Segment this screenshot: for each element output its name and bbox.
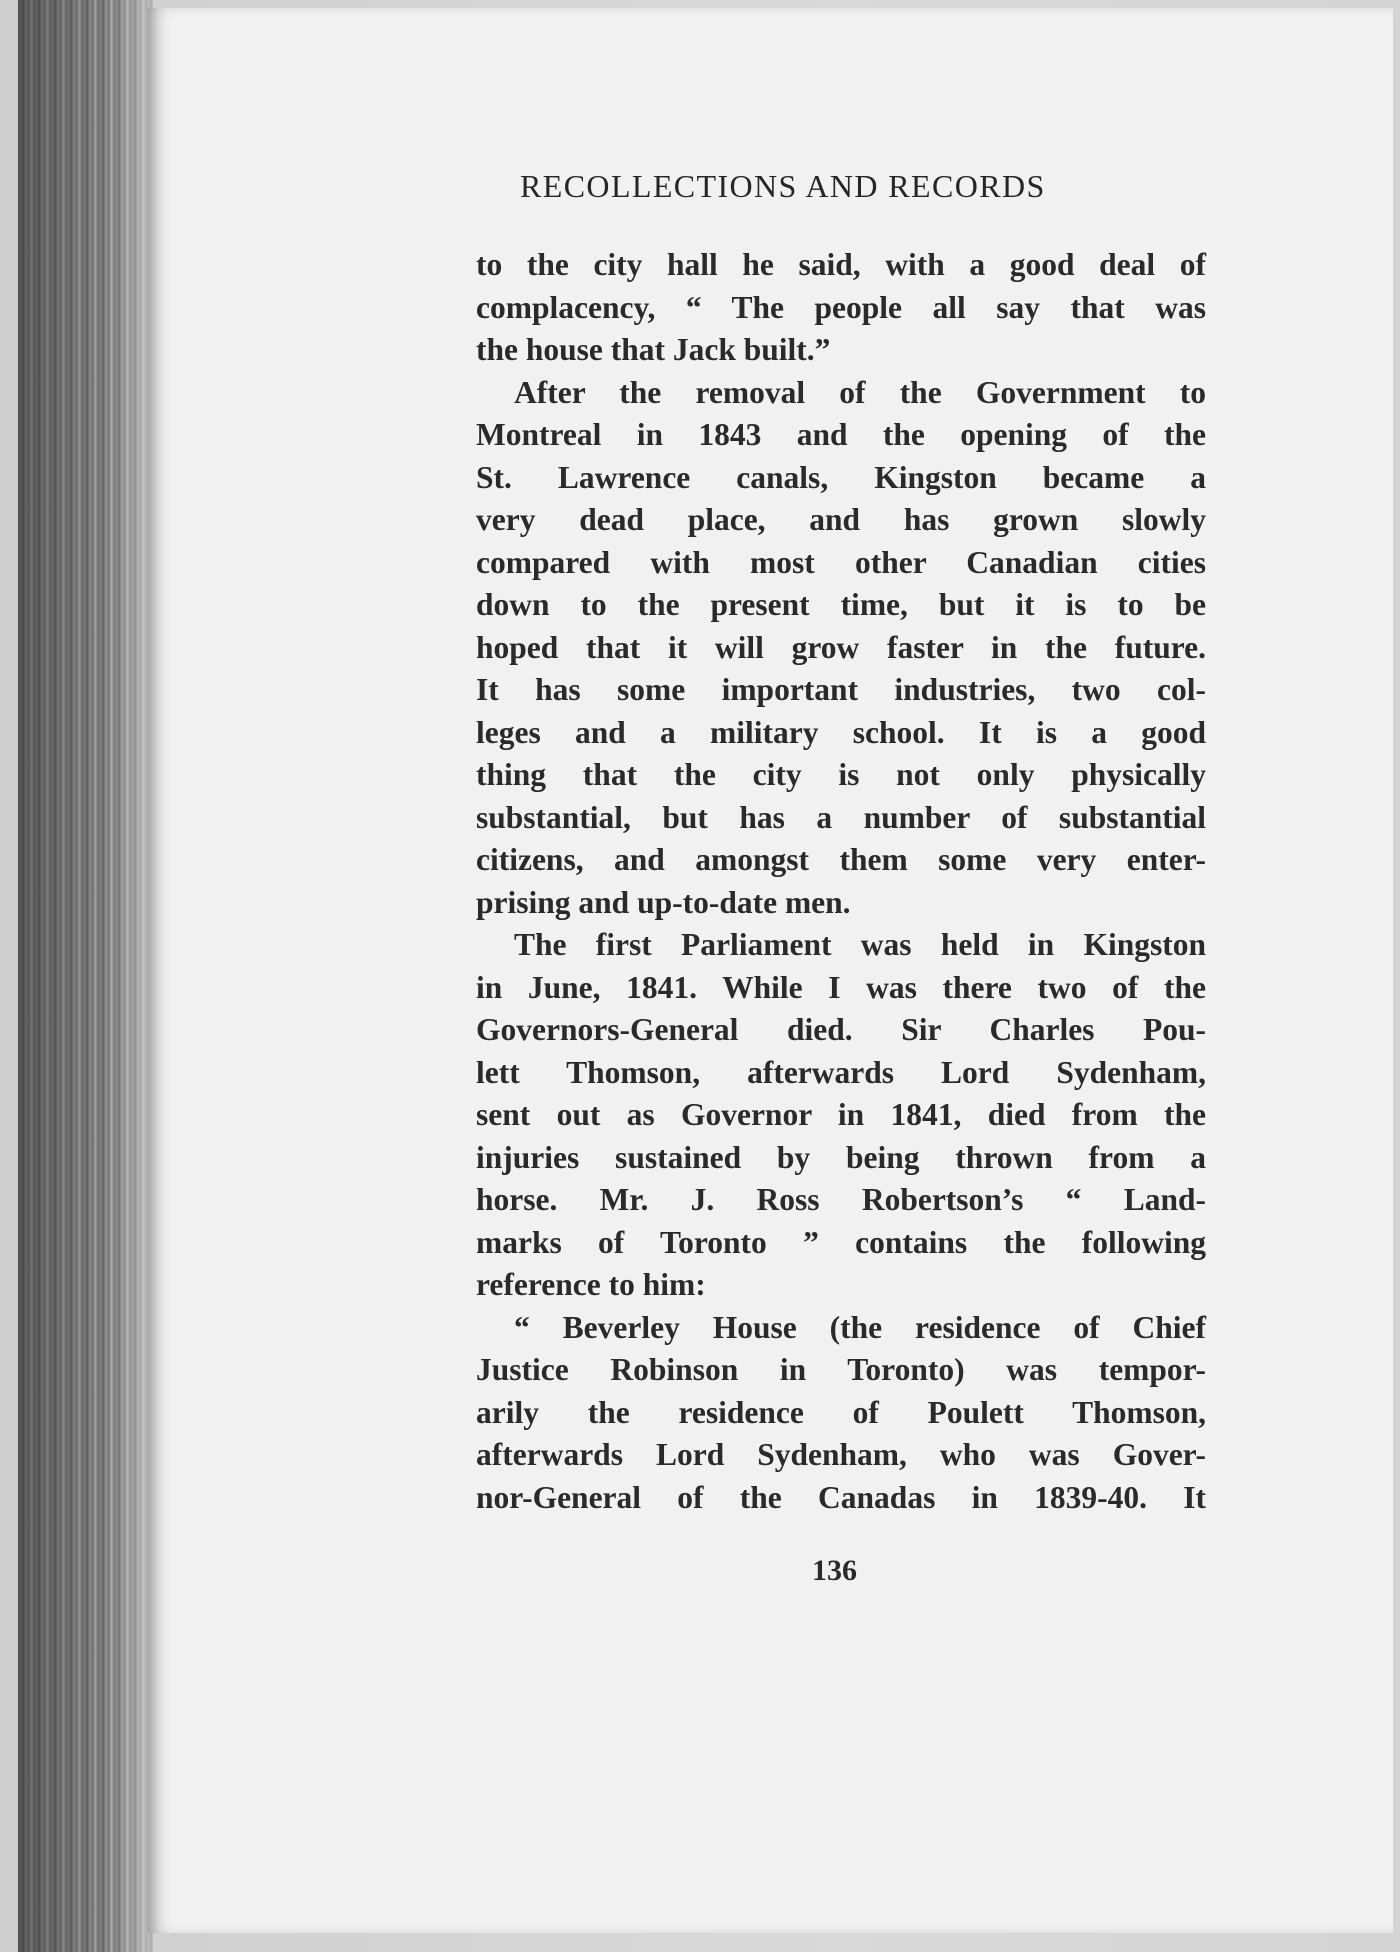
text-line: down to the present time, but it is to be (476, 587, 1206, 622)
text-line: afterwards Lord Sydenham, who was Gover- (476, 1437, 1206, 1472)
text-line: reference to him: (476, 1267, 706, 1302)
text-line: Montreal in 1843 and the opening of the (476, 417, 1206, 452)
text-line: arily the residence of Poulett Thomson, (476, 1394, 1206, 1430)
text-line: injuries sustained by being thrown from a (476, 1139, 1206, 1175)
text-line: substantial, but has a number of substantial (476, 799, 1206, 835)
text-line: After the removal of the Government to (514, 374, 1206, 410)
text-line: horse. Mr. J. Ross Robertson’s “ Land- (476, 1182, 1206, 1217)
text-line: Justice Robinson in Toronto) was tempor- (476, 1352, 1206, 1387)
text-line: citizens, and amongst them some very enter- (476, 842, 1206, 877)
text-line: Governors-General died. Sir Charles Pou- (476, 1012, 1206, 1047)
page-number: 136 (812, 1554, 857, 1587)
text-line: very dead place, and has grown slowly (476, 502, 1206, 537)
text-line: St. Lawrence canals, Kingston became a (476, 459, 1206, 495)
text-line: The first Parliament was held in Kingston (514, 927, 1206, 962)
text-line: “ Beverley House (the residence of Chief (514, 1309, 1206, 1345)
text-line: thing that the city is not only physically (476, 757, 1206, 792)
text-line: in June, 1841. While I was there two of the (476, 969, 1206, 1005)
text-line: prising and up-to-date men. (476, 884, 851, 920)
text-line: the house that Jack built.” (476, 332, 831, 367)
text-line: to the city hall he said, with a good deal of (476, 247, 1206, 282)
text-line: leges and a military school. It is a good (476, 714, 1206, 750)
text-line: complacency, “ The people all say that was (476, 289, 1206, 325)
text-line: marks of Toronto ” contains the following (476, 1224, 1206, 1260)
text-line: lett Thomson, afterwards Lord Sydenham, (476, 1054, 1206, 1090)
text-line: It has some important industries, two col- (476, 672, 1206, 707)
text-line: sent out as Governor in 1841, died from the (476, 1097, 1206, 1132)
book-page-edges (18, 0, 153, 1952)
text-line: nor-General of the Canadas in 1839-40. It (476, 1479, 1206, 1515)
running-head: RECOLLECTIONS AND RECORDS (520, 168, 1046, 204)
text-line: compared with most other Canadian cities (476, 544, 1206, 580)
body-text (476, 244, 1206, 1519)
text-line: hoped that it will grow faster in the future. (476, 629, 1206, 665)
